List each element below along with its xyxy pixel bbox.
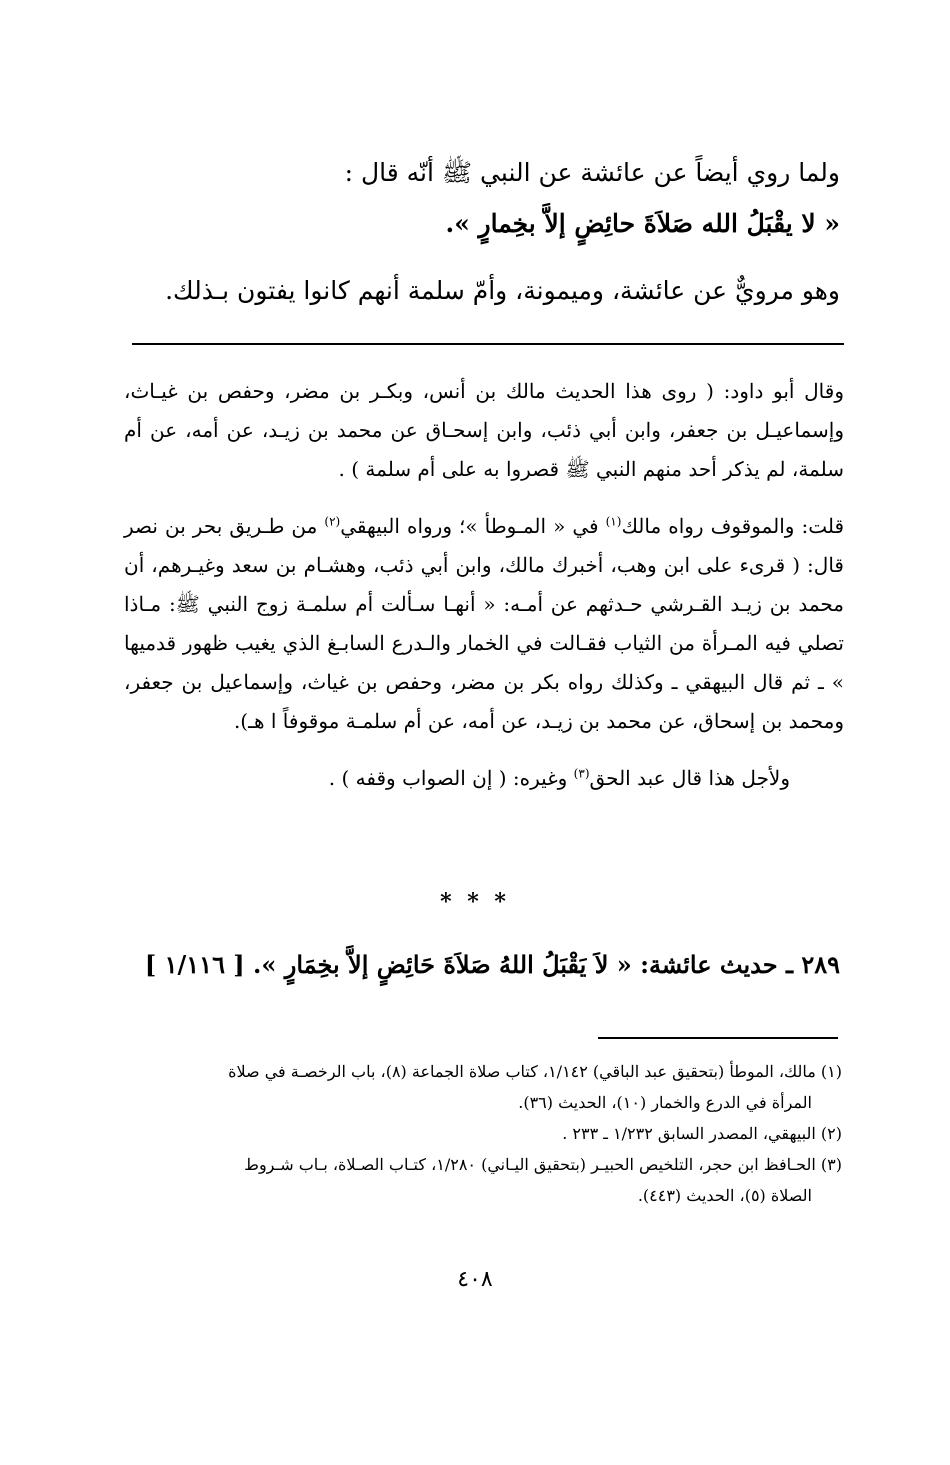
section-divider-stars: * * *: [440, 889, 510, 915]
footnote-3-continuation: الصلاة (٥)، الحديث (٤٤٣).: [637, 1186, 812, 1205]
commentary-section: [124, 372, 844, 798]
hadith-heading-289: ٢٨٩ ـ حديث عائشة: « لاَ يَقْبَلُ اللهُ صَلاَةَ حَائِضٍ إلاَّ بخِمَارٍ ». [ ١/١١٦ ]: [144, 950, 840, 979]
footnote-2: (٢) البيهقي، المصدر السابق ١/٢٣٢ ـ ٢٣٣ .: [562, 1124, 842, 1143]
footnote-1: (١) مالك، الموطأ (بتحقيق عبد الباقي) ١/١٤٢، كتاب صلاة الجماعة (٨)، باب الرخصـة في صلاة: [228, 1062, 842, 1081]
commentary-paragraph-mawquf: [124, 507, 844, 741]
footnote-separator-rule: [598, 1037, 838, 1039]
page-number: ٤٠٨: [457, 1267, 493, 1292]
commentary-paragraph-abd-al-haqq: [124, 759, 844, 798]
footnote-1-continuation: المرأة في الدرع والخمار (١٠)، الحديث (٣٦).: [518, 1093, 812, 1112]
main-separator-rule: [132, 343, 844, 345]
commentary-text: من طـريق بحر بن نصر قال: ( قرىء على ابن وهب، أخبرك مالك، وابن أبي ذئب، وهشـام بن سعد وغيـرهم، أن محمد بن زيـد القـرشي حـدثهم عن أمـه: « أنهـا سـألت أم سلمـة زوج النبي ﷺ: مـاذا تصلي فيه المـرأة من الثياب فقـالت في الخمار والـدرع السابـغ الذي يغيب ظهور قدميها » ـ ثم قال البيهقي ـ وكذلك رواه بكر بن مضر، وحفص بن غياث، وإسماعيل بن جعفر، ومحمد بن إسحاق، عن محمد بن زيـد، عن أمه، عن أم سلمـة موقوفاً ا هـ).: [124, 514, 844, 733]
footnotes-section: [112, 1056, 842, 1211]
main-text-line-1: ولما روي أيضاً عن عائشة عن النبي ﷺ أنّه قال :: [344, 158, 840, 187]
main-text-line-3: وهو مرويٌّ عن عائشة، وميمونة، وأمّ سلمة أنهم كانوا يفتون بـذلك.: [165, 276, 840, 305]
commentary-text: قلت: والموقوف رواه مالك: [621, 514, 845, 538]
main-hadith-quote: « لا يقْبَلُ الله صَلاَةَ حائِضٍ إلاَّ بخِمارٍ ».: [445, 209, 840, 238]
commentary-text: وغيره: ( إن الصواب وقفه ) .: [328, 766, 574, 790]
commentary-text: ولأجل هذا قال عبد الحق: [589, 766, 790, 790]
footnote-ref-2: (٢): [324, 514, 341, 529]
footnote-3: (٣) الحـافظ ابن حجر، التلخيص الحبيـر (بتحقيق اليـاني) ١/٢٨٠، كتـاب الصـلاة، بـاب شـروط: [244, 1155, 842, 1174]
commentary-paragraph-abu-dawud: وقال أبو داود: ( روى هذا الحديث مالك بن أنس، وبكـر بن مضر، وحفص بن غيـاث، وإسماعيـل بن جعفر، وابن أبي ذئب، وابن إسحـاق عن محمد بن زيـد، عن أمه، عن أم سلمة، لم يذكر أحد منهم النبي ﷺ قصروا به على أم سلمة ) .: [124, 379, 844, 481]
footnote-ref-1: (١): [605, 514, 622, 529]
commentary-text: في « المـوطأ »؛ ورواه البيهقي: [340, 514, 606, 538]
footnote-ref-3: (٣): [573, 766, 590, 781]
